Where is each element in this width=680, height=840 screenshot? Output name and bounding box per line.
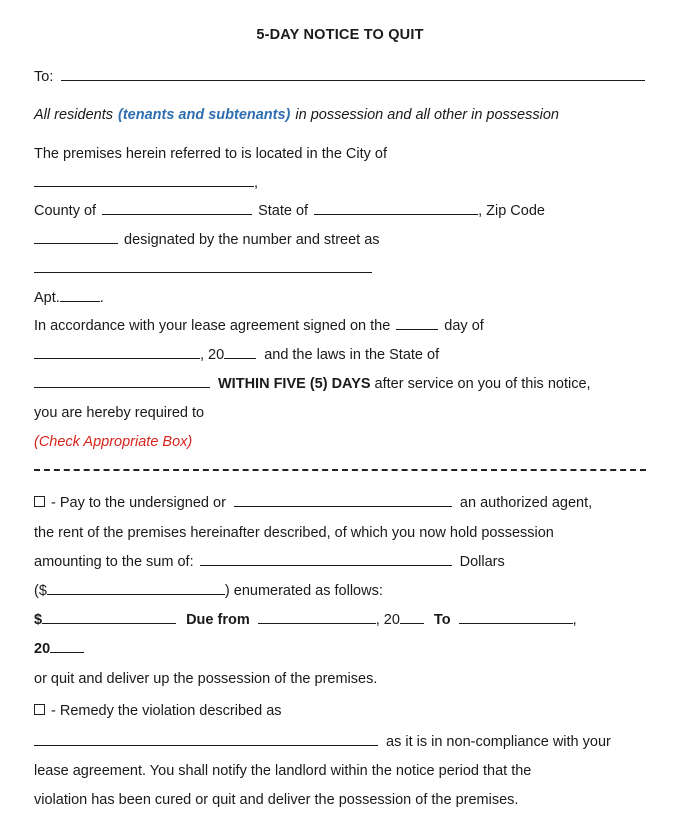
pay-lead-text: - Pay to the undersigned or bbox=[51, 495, 226, 511]
lease-text: In accordance with your lease agreement signed on the bbox=[34, 318, 391, 334]
county-blank[interactable] bbox=[102, 200, 252, 215]
numeric-sum-line bbox=[34, 580, 383, 602]
required-line bbox=[34, 402, 204, 424]
sum-blank[interactable] bbox=[200, 551, 452, 566]
sum-line bbox=[34, 551, 505, 573]
premises-line bbox=[34, 143, 387, 165]
city-line bbox=[34, 172, 258, 194]
zip-line bbox=[34, 229, 380, 251]
due-from-blank[interactable] bbox=[258, 609, 376, 624]
due-year-line bbox=[34, 638, 84, 660]
page-title: 5-DAY NOTICE TO QUIT bbox=[256, 27, 424, 43]
within-text: WITHIN FIVE (5) DAYS bbox=[218, 376, 371, 392]
lease-year-blank[interactable] bbox=[224, 344, 256, 359]
to-blank[interactable] bbox=[61, 66, 645, 81]
dollars-label: Dollars bbox=[459, 554, 505, 570]
residents-suffix: in possession and all other in possession bbox=[295, 107, 559, 123]
check-box-instruction: (Check Appropriate Box) bbox=[34, 434, 193, 450]
required-text: you are hereby required to bbox=[34, 405, 205, 421]
violation-blank[interactable] bbox=[34, 731, 378, 746]
dashed-divider bbox=[34, 469, 646, 471]
pay-agent-text: an authorized agent, bbox=[459, 495, 593, 511]
pay-option-line bbox=[34, 492, 592, 514]
residents-highlight: (tenants and subtenants) bbox=[117, 107, 291, 123]
to-label: To: bbox=[34, 69, 54, 85]
paren-dollar: ($ bbox=[34, 583, 47, 599]
numeric-sum-blank[interactable] bbox=[47, 580, 225, 595]
zip-blank[interactable] bbox=[34, 229, 118, 244]
remedy-option-line bbox=[34, 700, 282, 722]
lease-month-blank[interactable] bbox=[34, 344, 200, 359]
laws-state-blank[interactable] bbox=[34, 373, 210, 388]
pay-recipient-blank[interactable] bbox=[234, 492, 452, 507]
pay-checkbox[interactable] bbox=[34, 496, 45, 507]
residents-line bbox=[34, 104, 559, 126]
due-to-label: To bbox=[433, 612, 451, 628]
due-year-blank[interactable] bbox=[400, 609, 424, 624]
due-year-label: 20 bbox=[34, 641, 51, 657]
premises-intro: The premises herein referred to is located in the City of bbox=[34, 146, 387, 162]
check-box-line bbox=[34, 431, 192, 453]
within-line bbox=[34, 373, 591, 395]
apt-label: Apt. bbox=[34, 290, 60, 306]
due-year2-blank[interactable] bbox=[50, 638, 84, 653]
county-label: County of bbox=[34, 203, 97, 219]
noncompliance-text: as it is in non-compliance with your bbox=[386, 734, 611, 750]
street-blank[interactable] bbox=[34, 258, 372, 273]
apt-blank[interactable] bbox=[60, 287, 100, 302]
violation-line bbox=[34, 731, 611, 753]
lease-line bbox=[34, 315, 484, 337]
due-amount-blank[interactable] bbox=[42, 609, 176, 624]
due-from-label: Due from bbox=[186, 612, 250, 628]
due-comma-end: , bbox=[572, 612, 577, 628]
street-line bbox=[34, 258, 372, 280]
notify-text: lease agreement. You shall notify the landlord within the notice period that the bbox=[34, 763, 532, 779]
rent-text: the rent of the premises hereinafter described, of which you now hold possession bbox=[34, 525, 554, 541]
remedy-lead-text: - Remedy the violation described as bbox=[51, 703, 282, 719]
after-service-text: after service on you of this notice, bbox=[374, 376, 591, 392]
cured-line bbox=[34, 789, 518, 811]
notify-line bbox=[34, 760, 531, 782]
apt-period: . bbox=[99, 290, 104, 306]
state-label: State of bbox=[258, 203, 309, 219]
quit-text: or quit and deliver up the possession of the premises. bbox=[34, 671, 378, 687]
enumerated-text: ) enumerated as follows: bbox=[224, 583, 383, 599]
due-to-blank[interactable] bbox=[459, 609, 573, 624]
zip-label: , Zip Code bbox=[478, 203, 545, 219]
designated-text: designated by the number and street as bbox=[124, 232, 380, 248]
quit-line bbox=[34, 668, 377, 690]
residents-prefix: All residents bbox=[34, 107, 113, 123]
sum-label: amounting to the sum of: bbox=[34, 554, 194, 570]
lease-day-blank[interactable] bbox=[396, 315, 438, 330]
lease-comma-20: , 20 bbox=[200, 347, 225, 363]
rent-line bbox=[34, 522, 554, 544]
due-dollar-sign: $ bbox=[34, 612, 43, 628]
city-blank[interactable] bbox=[34, 172, 254, 187]
cured-text: violation has been cured or quit and deliver the possession of the premises. bbox=[34, 792, 519, 808]
due-line bbox=[34, 609, 577, 631]
county-line bbox=[34, 200, 545, 222]
city-comma: , bbox=[254, 175, 259, 191]
day-of-text: day of bbox=[444, 318, 484, 334]
state-blank[interactable] bbox=[314, 200, 478, 215]
due-comma-20: , 20 bbox=[375, 612, 400, 628]
lease-month-line bbox=[34, 344, 439, 366]
remedy-checkbox[interactable] bbox=[34, 704, 45, 715]
apt-line bbox=[34, 287, 104, 309]
laws-text: and the laws in the State of bbox=[264, 347, 440, 363]
to-line bbox=[34, 66, 645, 88]
